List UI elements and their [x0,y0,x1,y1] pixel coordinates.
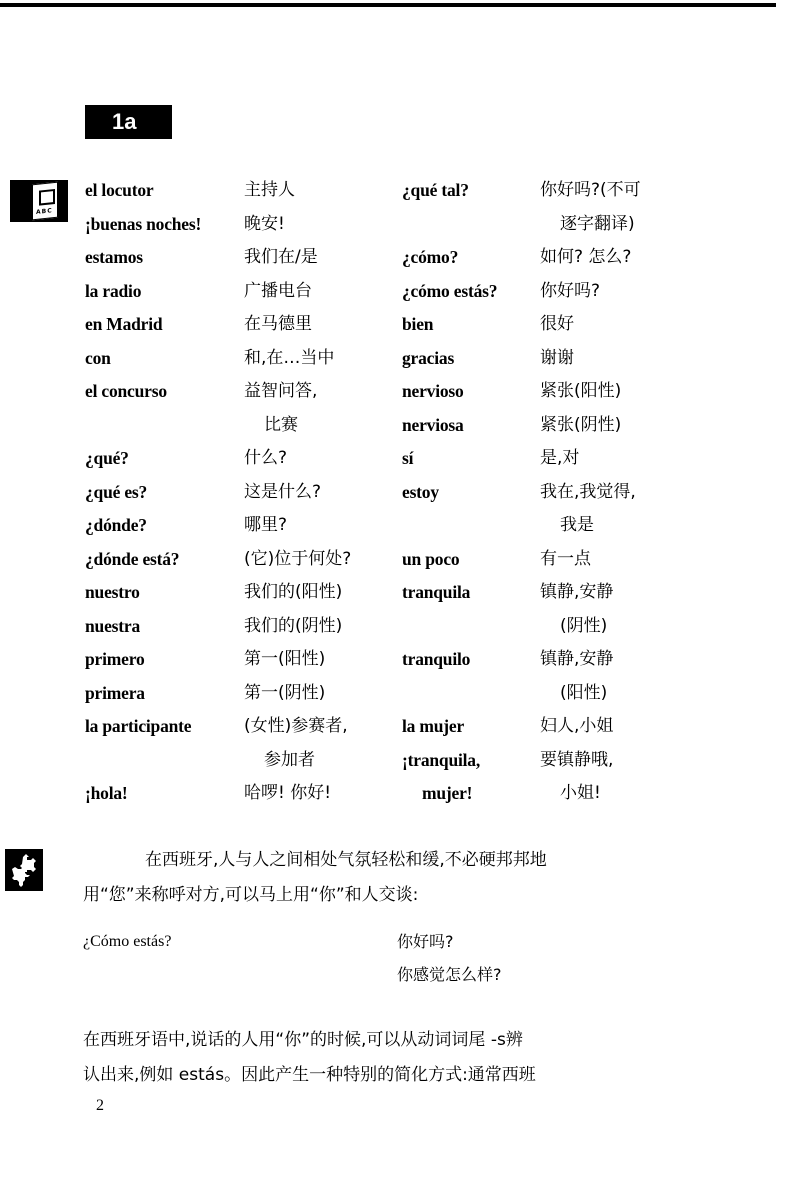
vocab-chinese-meaning: 谢谢 [540,347,574,368]
vocab-chinese-meaning: 紧张(阳性) [540,381,622,401]
vocab-chinese-meaning: 哪里? [244,515,288,535]
vocab-spanish-term: ¿dónde está? [85,548,180,569]
example-spanish: ¿Cómo estás? [83,933,172,950]
vocab-chinese-meaning: 这是什么? [244,481,322,502]
vocab-chinese-meaning: 在马德里 [244,314,312,334]
vocab-chinese-meaning: 什么? [244,448,288,468]
section-badge: 1a [85,105,172,139]
vocab-chinese-meaning: 你好吗? [540,280,601,301]
vocab-chinese-meaning: (它)位于何处? [244,548,352,569]
vocab-spanish-term: nuestra [85,615,140,636]
vocab-spanish-term: con [85,347,111,368]
vocab-spanish-term: tranquilo [402,649,471,669]
example-chinese-1: 你好吗? [397,932,454,951]
vocab-spanish-term: tranquila [402,582,471,602]
vocab-spanish-term: nerviosa [402,414,464,435]
vocab-spanish-term: el locutor [85,180,154,200]
vocab-chinese-meaning: 有一点 [540,548,591,569]
vocab-spanish-term: nervioso [402,381,464,401]
vocab-spanish-term: estamos [85,247,143,267]
vocab-spanish-term: ¡hola! [85,783,128,803]
culture-note-line-2: 用“您”来称呼对方,可以马上用“你”和人交谈: [83,885,419,905]
vocab-chinese-meaning-cont: 参加者 [264,749,315,770]
vocab-chinese-meaning-cont: 比赛 [264,414,298,435]
vocab-chinese-meaning: (女性)参赛者, [244,716,348,736]
vocab-spanish-term: la radio [85,280,142,301]
vocab-spanish-term: primero [85,649,145,669]
vocab-spanish-term: bien [402,314,434,334]
page-number: 2 [96,1097,104,1114]
vocab-spanish-term: sí [402,448,414,468]
vocab-chinese-meaning: 镇静,安静 [540,582,614,602]
vocab-chinese-meaning: 晚安! [244,213,285,234]
vocab-spanish-term: en Madrid [85,314,163,334]
vocab-spanish-term: gracias [402,347,455,368]
vocab-chinese-meaning: 很好 [540,314,574,334]
vocab-chinese-meaning-cont: (阴性) [560,615,608,636]
vocab-chinese-meaning-cont: 小姐! [560,783,601,803]
vocab-spanish-term: la participante [85,716,192,736]
body-text-line-1: 在西班牙语中,说话的人用“你”的时候,可以从动词词尾 -s辨 [83,1030,523,1050]
vocab-spanish-term: el concurso [85,381,167,401]
vocab-spanish-term: la mujer [402,716,465,736]
vocab-spanish-term: ¿cómo? [402,247,459,267]
vocab-chinese-meaning: 第一(阴性) [244,682,326,703]
vocab-chinese-meaning: 哈啰! 你好! [244,783,332,803]
example-chinese-2: 你感觉怎么样? [397,965,502,984]
vocab-chinese-meaning: 主持人 [244,180,295,200]
vocab-spanish-term: un poco [402,548,460,569]
vocab-chinese-meaning: 我们的(阴性) [244,615,343,636]
puzzle-pieces-icon [5,849,43,891]
vocab-chinese-meaning: 益智问答, [244,381,318,401]
vocab-spanish-term: estoy [402,481,439,502]
vocab-chinese-meaning: 我们的(阳性) [244,582,343,602]
vocab-chinese-meaning: 如何? 怎么? [540,247,632,267]
vocab-chinese-meaning: 我们在/是 [244,247,318,267]
vocab-spanish-term: ¿qué tal? [402,180,469,200]
vocab-chinese-meaning: 是,对 [540,448,580,468]
vocab-chinese-meaning: 要镇静哦, [540,749,614,770]
vocab-spanish-term: ¿qué? [85,448,129,468]
top-rule [0,3,776,7]
vocab-chinese-meaning: 妇人,小姐 [540,716,614,736]
vocab-chinese-meaning-cont: (阳性) [560,682,608,703]
vocab-chinese-meaning: 和,在…当中 [244,347,335,368]
vocab-chinese-meaning: 你好吗?(不可 [540,180,641,200]
vocab-spanish-term: ¿qué es? [85,481,148,502]
vocab-chinese-meaning: 镇静,安静 [540,649,614,669]
vocab-spanish-term: primera [85,682,145,703]
vocab-spanish-term: ¡buenas noches! [85,213,202,234]
vocab-chinese-meaning: 第一(阳性) [244,649,326,669]
vocab-spanish-term: nuestro [85,582,140,602]
culture-note-line-1: 在西班牙,人与人之间相处气氛轻松和缓,不必硬邦邦地 [145,850,547,870]
vocab-chinese-meaning-cont: 逐字翻译) [560,213,635,234]
body-text-line-2: 认出来,例如 estás。因此产生一种特别的简化方式:通常西班 [83,1065,536,1085]
vocabulary-book-icon: ABC [10,180,68,222]
vocab-spanish-term: ¡tranquila, [402,749,481,770]
vocab-chinese-meaning: 紧张(阴性) [540,414,622,435]
vocab-spanish-term-cont: mujer! [422,783,473,803]
vocab-chinese-meaning-cont: 我是 [560,515,594,535]
vocab-spanish-term: ¿cómo estás? [402,280,498,301]
vocab-chinese-meaning: 广播电台 [244,280,312,301]
vocab-chinese-meaning: 我在,我觉得, [540,481,636,502]
vocab-spanish-term: ¿dónde? [85,515,147,535]
